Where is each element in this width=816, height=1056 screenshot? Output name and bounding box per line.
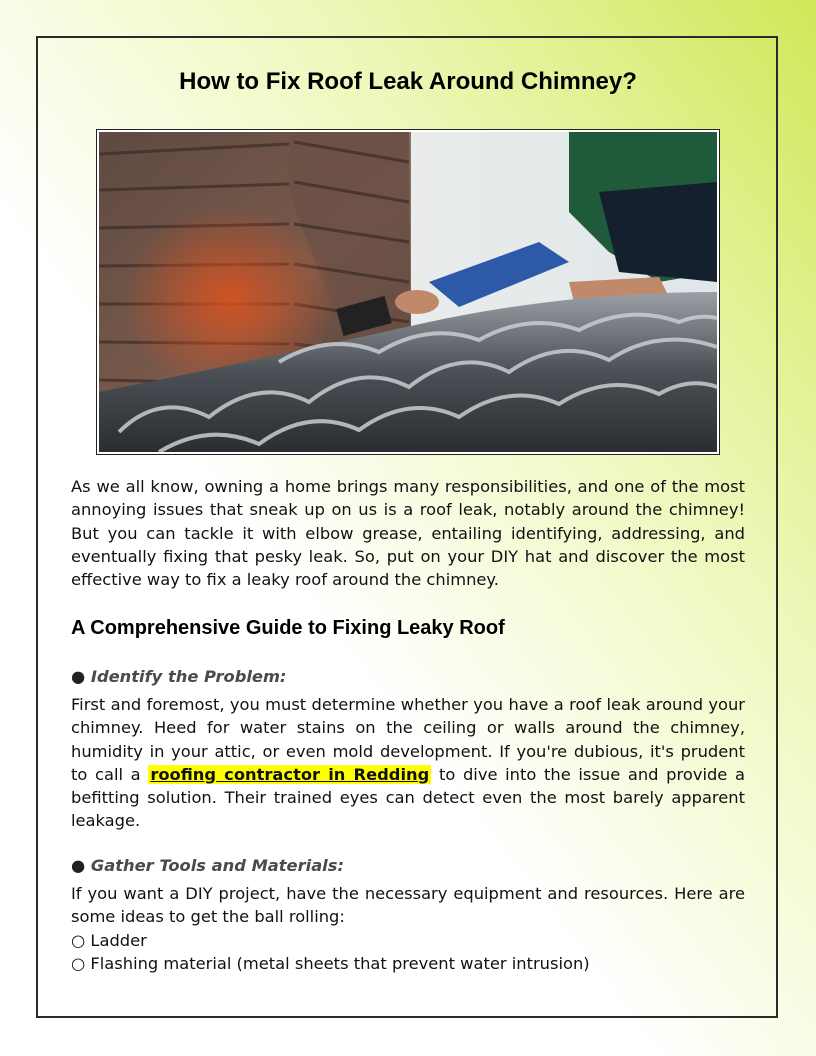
- circle-bullet-icon: ○: [71, 931, 86, 950]
- identify-text-before: First and foremost, you must determine whether you have a roof leak around your chimney. Heed for water stains on the ceiling or walls around the chimney, humidity in your attic, or even mold development. If you're dubious, it's prudent to call a: [71, 695, 745, 784]
- circle-bullet-icon: ○: [71, 954, 86, 974]
- list-item: [71, 929, 745, 952]
- tools-paragraph: If you want a DIY project, have the necessary equipment and resources. Here are some ideas to get the ball rolling:: [71, 884, 745, 927]
- identify-text-after: to dive into the issue and provide a befitting solution. Their trained eyes can detect even the most barely apparent leakage.: [71, 764, 745, 831]
- list-item: [71, 952, 745, 975]
- roof-photo-illustration: [99, 132, 717, 452]
- chimney-roof-photo: [96, 129, 720, 455]
- step-tools-heading: [71, 854, 344, 877]
- step-heading-text: Gather Tools and Materials:: [90, 856, 344, 875]
- section-heading: A Comprehensive Guide to Fixing Leaky Roof: [71, 617, 505, 639]
- bullet-icon: ●: [71, 667, 86, 686]
- list-item-text: Flashing material (metal sheets that prevent water intrusion): [90, 954, 590, 974]
- list-item-text: Ladder: [90, 931, 147, 950]
- bullet-icon: ●: [71, 856, 86, 875]
- step-heading-text: Identify the Problem:: [90, 667, 287, 686]
- page-title: How to Fix Roof Leak Around Chimney?: [179, 68, 637, 95]
- step-identify-heading: [71, 665, 286, 688]
- tools-list: [71, 929, 745, 976]
- intro-paragraph: As we all know, owning a home brings many responsibilities, and one of the most annoying issues that sneak up on us is a roof leak, notably around the chimney! But you can tackle it with elbow grease, entailing identifying, addressing, and eventually fixing that pesky leak. So, put on your DIY hat and discover the most effective way to fix a leaky roof around the chimney.: [71, 477, 745, 590]
- roofing-contractor-link[interactable]: roofing contractor in Redding: [150, 764, 430, 784]
- identify-paragraph: [71, 693, 745, 833]
